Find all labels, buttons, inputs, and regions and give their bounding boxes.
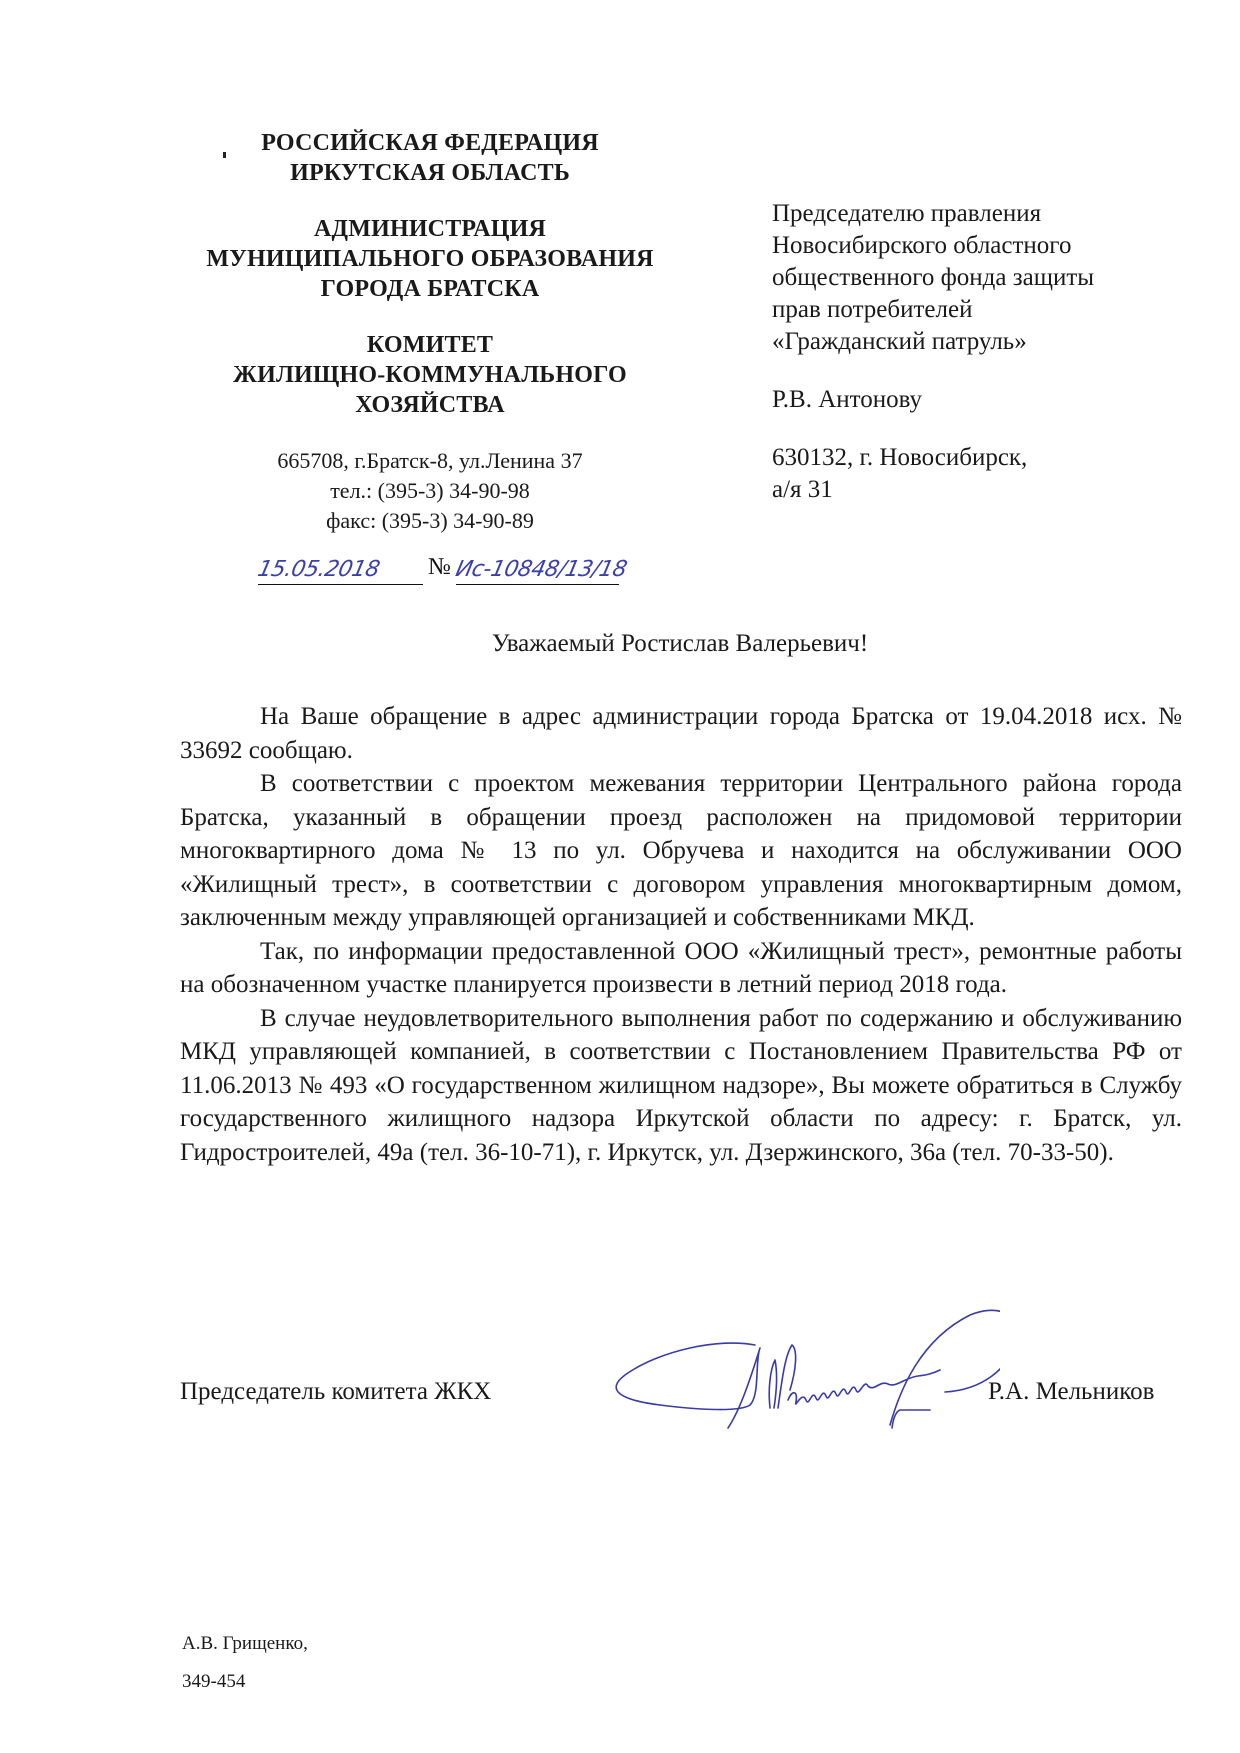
sender-country: РОССИЙСКАЯ ФЕДЕРАЦИЯ [261,130,599,156]
body-paragraph: На Ваше обращение в адрес администрации города Братска от 19.04.2018 исх. № 33692 сообщаю. [180,703,1182,764]
signature-stroke [788,1370,940,1404]
registration-date-field [255,548,423,585]
salutation: Уважаемый Ростислав Валерьевич! [491,630,869,657]
executor-phone: 349-454 [182,1671,246,1692]
addressee-address-line: а/я 31 [772,476,833,503]
sender-contacts [190,446,670,536]
addressee-position-line: Председателю правления [772,200,1042,227]
signature-stroke [616,1343,760,1428]
registration-number: Ис-10848/13/18 [453,557,629,582]
number-sign: № [428,554,451,580]
body-paragraph: В соответствии с проектом межевания территории Центрального района города Братска, указанный в обращении проезд расположен на придомовой территории многоквартирного дома № 13 по ул. Обручева и находится на обслуживании ООО «Жилищный трест», в соответствии с договором управления многоквартирным домом, заключенным между управляющей организацией и собственниками МКД. [180,770,1182,931]
addressee-position-line: «Гражданский патруль» [772,328,1027,355]
registration-date: 15.05.2018 [255,557,382,582]
sender-address: 665708, г.Братск-8, ул.Ленина 37 [277,448,583,473]
signature-stroke [778,1345,796,1408]
executor-block [182,1625,308,1701]
letter-body [180,700,1182,1169]
administration-line: МУНИЦИПАЛЬНОГО ОБРАЗОВАНИЯ [206,246,654,272]
handwritten-signature [600,1300,1000,1450]
signature-stroke [769,1360,776,1408]
addressee-address-line: 630132, г. Новосибирск, [772,444,1028,471]
signatory-name: Р.А. Мельников [988,1378,1155,1405]
sender-administration [190,214,670,304]
executor-name: А.В. Грищенко, [182,1633,308,1654]
signatory-title: Председатель комитета ЖКХ [180,1378,492,1405]
sender-region: ИРКУТСКАЯ ОБЛАСТЬ [290,160,570,186]
administration-line: АДМИНИСТРАЦИЯ [313,216,547,242]
addressee-position-line: прав потребителей [772,296,973,323]
sender-state [190,128,670,188]
committee-line: ЖИЛИЩНО-КОММУНАЛЬНОГО [233,362,627,388]
sender-committee [190,330,670,420]
committee-line: КОМИТЕТ [366,332,494,358]
body-paragraph: Так, по информации предоставленной ООО «Жилищный трест», ремонтные работы на обозначенном участке планируется произвести в летний период 2018 года. [180,937,1182,998]
sender-letterhead [190,128,670,536]
committee-line: ХОЗЯЙСТВА [355,392,505,418]
addressee-position-line: общественного фонда защиты [772,264,1095,291]
sender-fax: факс: (395-3) 34-90-89 [326,508,534,533]
addressee-block [772,198,1192,506]
addressee-position-line: Новосибирского областного [772,232,1072,259]
administration-line: ГОРОДА БРАТСКА [320,276,540,302]
sender-phone: тел.: (395-3) 34-90-98 [330,478,530,503]
signature-stroke [892,1410,930,1428]
registration-number-field [453,548,629,585]
registration-line [255,548,658,588]
signature-stroke [890,1310,1000,1425]
body-paragraph: В случае неудовлетворительного выполнения работ по содержанию и обслуживанию МКД управляющей компанией, в соответствии с Постановлением Правительства РФ от 11.06.2013 № 493 «О государственном жилищном надзоре», Вы можете обратиться в Службу государственного жилищного надзора Иркутской области по адресу: г. Братск, ул. Гидростроителей, 49а (тел. 36-10-71), г. Иркутск, ул. Дзержинского, 36а (тел. 70-33-50). [180,1004,1182,1166]
addressee-name: Р.В. Антонову [772,386,923,413]
